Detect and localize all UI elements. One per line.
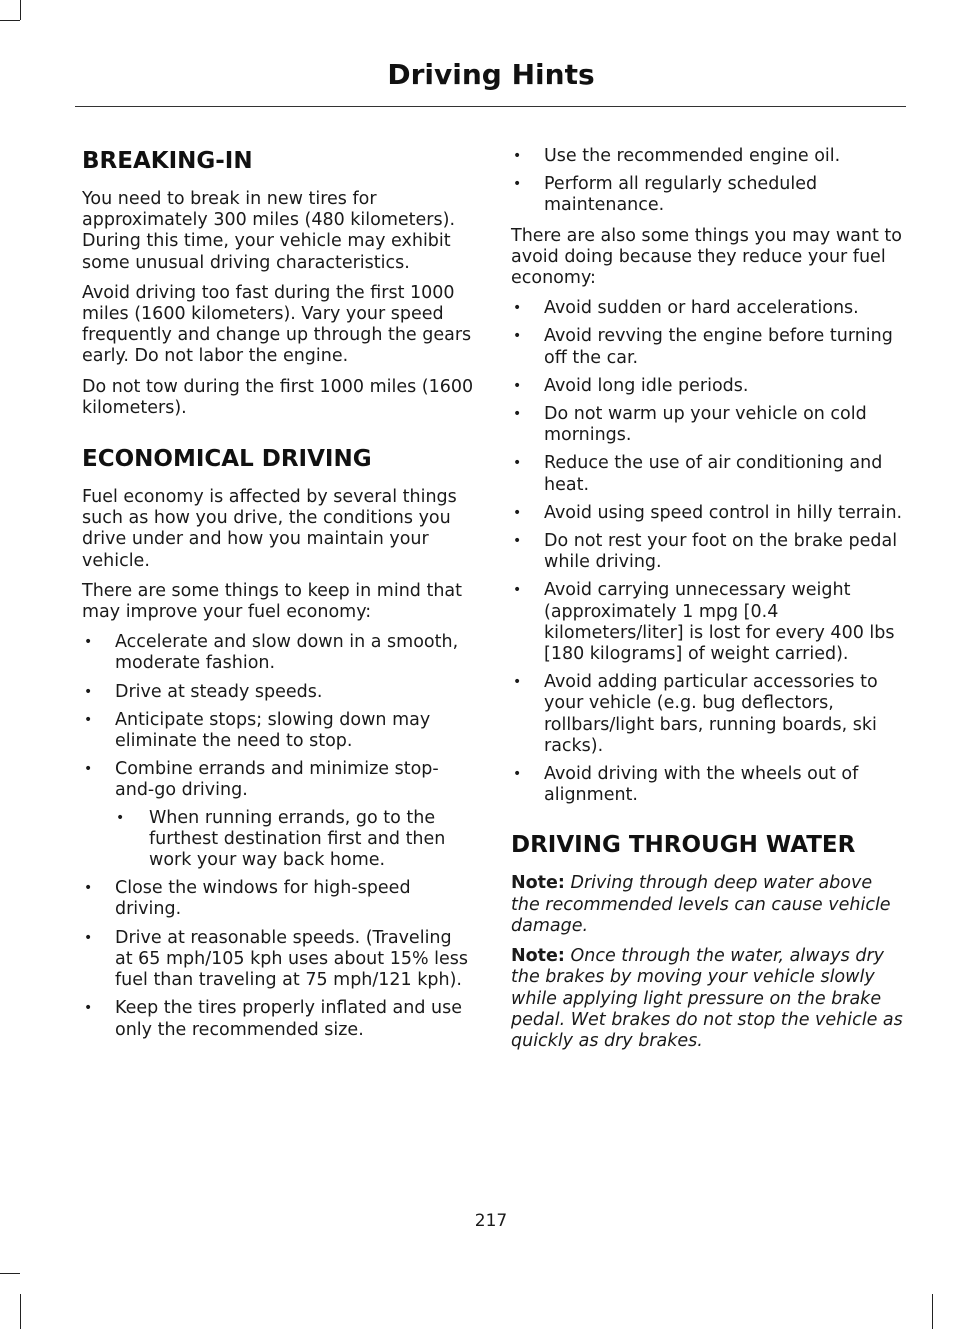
crop-mark-bottom-right-v (932, 1294, 933, 1329)
fuel-tips-list (82, 632, 474, 1040)
bullet-glyph: • (84, 929, 93, 946)
left-column (82, 146, 474, 1050)
note-label: Note: (511, 873, 565, 894)
list-item (82, 682, 474, 703)
crop-mark-top-left-h (0, 20, 20, 21)
list-item-text: Avoid driving with the wheels out of alignment. (544, 764, 859, 806)
list-item-text: Avoid carrying unnecessary weight (approximately 1 mpg [0.4 kilometers/liter] is lost for every 400 lbs [180 kilograms] of weight carried). (544, 580, 895, 665)
list-item-text: Close the windows for high-speed driving. (115, 878, 411, 920)
bullet-glyph: • (513, 148, 522, 164)
paragraph: Avoid driving too fast during the first 1000 miles (1600 kilometers). Vary your speed frequently and change up through the gears early. Do not labor the engine. (82, 282, 472, 367)
list-item-text: Avoid sudden or hard accelerations. (544, 298, 859, 319)
paragraph: There are some things to keep in mind that may improve your fuel economy: (82, 580, 463, 623)
paragraph: Fuel economy is affected by several things such as how you drive, the conditions you drive under and how you maintain your vehicle. (82, 487, 457, 571)
avoid-tips-list (511, 298, 904, 806)
bullet-glyph: • (84, 880, 93, 897)
bullet-glyph: • (513, 674, 522, 691)
list-item-text: Drive at reasonable speeds. (Traveling at 65 mph/105 kph uses about 15% less fuel than traveling at 75 mph/121 kph). (115, 927, 469, 991)
list-item (82, 928, 474, 992)
note-text: Driving through deep water above the recommended levels can cause vehicle damage. (511, 873, 891, 936)
list-item (511, 453, 904, 495)
bullet-glyph: • (513, 300, 522, 317)
list-item-text: Avoid long idle periods. (544, 375, 749, 396)
right-column (511, 146, 904, 1061)
section-heading-economical-driving: ECONOMICAL DRIVING (82, 446, 372, 473)
bullet-glyph: • (513, 176, 522, 193)
bullet-glyph: • (84, 761, 93, 778)
note-paragraph (511, 946, 904, 1052)
list-item-text: Drive at steady speeds. (115, 681, 323, 702)
note-text: Once through the water, always dry the brakes by moving your vehicle slowly while applying light pressure on the brake pedal. Wet brakes do not stop the vehicle as quickly as dry brakes. (511, 946, 903, 1051)
list-item (511, 580, 904, 665)
list-item-text: Do not warm up your vehicle on cold mornings. (544, 404, 867, 446)
section-heading-driving-through-water: DRIVING THROUGH WATER (511, 832, 856, 859)
list-item-text: Accelerate and slow down in a smooth, moderate fashion. (115, 632, 459, 674)
list-item (82, 632, 474, 674)
list-item (511, 174, 904, 216)
paragraph: You need to break in new tires for approximately 300 miles (480 kilometers). During this time, your vehicle may exhibit some unusual driving characteristics. (82, 189, 456, 273)
bullet-glyph: • (513, 406, 522, 423)
list-item-text: Perform all regularly scheduled maintenance. (544, 174, 818, 216)
sub-list (115, 808, 474, 872)
list-item-text: When running errands, go to the furthest destination first and then work your way back home. (149, 807, 446, 871)
bullet-glyph: • (116, 809, 125, 826)
bullet-glyph: • (84, 1000, 93, 1017)
list-item-text: Avoid revving the engine before turning off the car. (544, 326, 893, 368)
bullet-glyph: • (513, 328, 522, 345)
list-item-text: Anticipate stops; slowing down may eliminate the need to stop. (115, 709, 431, 752)
page-number: 217 (474, 1211, 508, 1231)
bullet-glyph: • (513, 582, 522, 599)
list-item (511, 298, 904, 319)
bullet-glyph: • (513, 377, 522, 394)
list-item (511, 672, 904, 757)
bullet-glyph: • (513, 504, 522, 521)
list-item (82, 759, 474, 871)
bullet-glyph: • (84, 634, 93, 651)
list-item (511, 531, 904, 573)
list-item-text: Reduce the use of air conditioning and heat. (544, 453, 883, 495)
bullet-glyph: • (513, 455, 522, 472)
list-item (511, 376, 904, 397)
list-item-text: Do not rest your foot on the brake pedal while driving. (544, 531, 898, 573)
list-item-text: Avoid using speed control in hilly terrain. (544, 502, 903, 523)
crop-mark-bottom-left-v (20, 1294, 21, 1329)
list-item (82, 998, 474, 1040)
bullet-glyph: • (513, 766, 522, 783)
list-item (511, 503, 904, 524)
list-item (511, 146, 904, 167)
crop-mark-bottom-left-h (0, 1273, 20, 1274)
list-item (82, 710, 474, 752)
header-divider (75, 106, 906, 107)
maintenance-tips-list (511, 146, 904, 217)
list-item-text: Keep the tires properly inflated and use only the recommended size. (115, 998, 463, 1040)
list-item-text: Use the recommended engine oil. (544, 146, 841, 166)
page-header-title: Driving Hints (387, 58, 595, 91)
bullet-glyph: • (513, 533, 522, 550)
paragraph: Do not tow during the first 1000 miles (1600 kilometers). (82, 376, 474, 418)
bullet-glyph: • (84, 683, 93, 700)
note-label: Note: (511, 946, 565, 967)
list-item-text: Combine errands and minimize stop-and-go driving. (115, 759, 439, 801)
crop-mark-top-left-v (20, 0, 21, 20)
bullet-glyph: • (84, 711, 93, 728)
sub-list-item (115, 808, 474, 872)
list-item (82, 878, 474, 920)
section-heading-breaking-in: BREAKING-IN (82, 148, 253, 174)
list-item (511, 764, 904, 806)
list-item-text: Avoid adding particular accessories to your vehicle (e.g. bug deflectors, rollbars/light bars, running boards, ski racks). (544, 672, 878, 756)
list-item (511, 404, 904, 446)
note-paragraph (511, 873, 904, 937)
paragraph: There are also some things you may want to avoid doing because they reduce your fuel economy: (511, 225, 902, 289)
list-item (511, 326, 904, 368)
